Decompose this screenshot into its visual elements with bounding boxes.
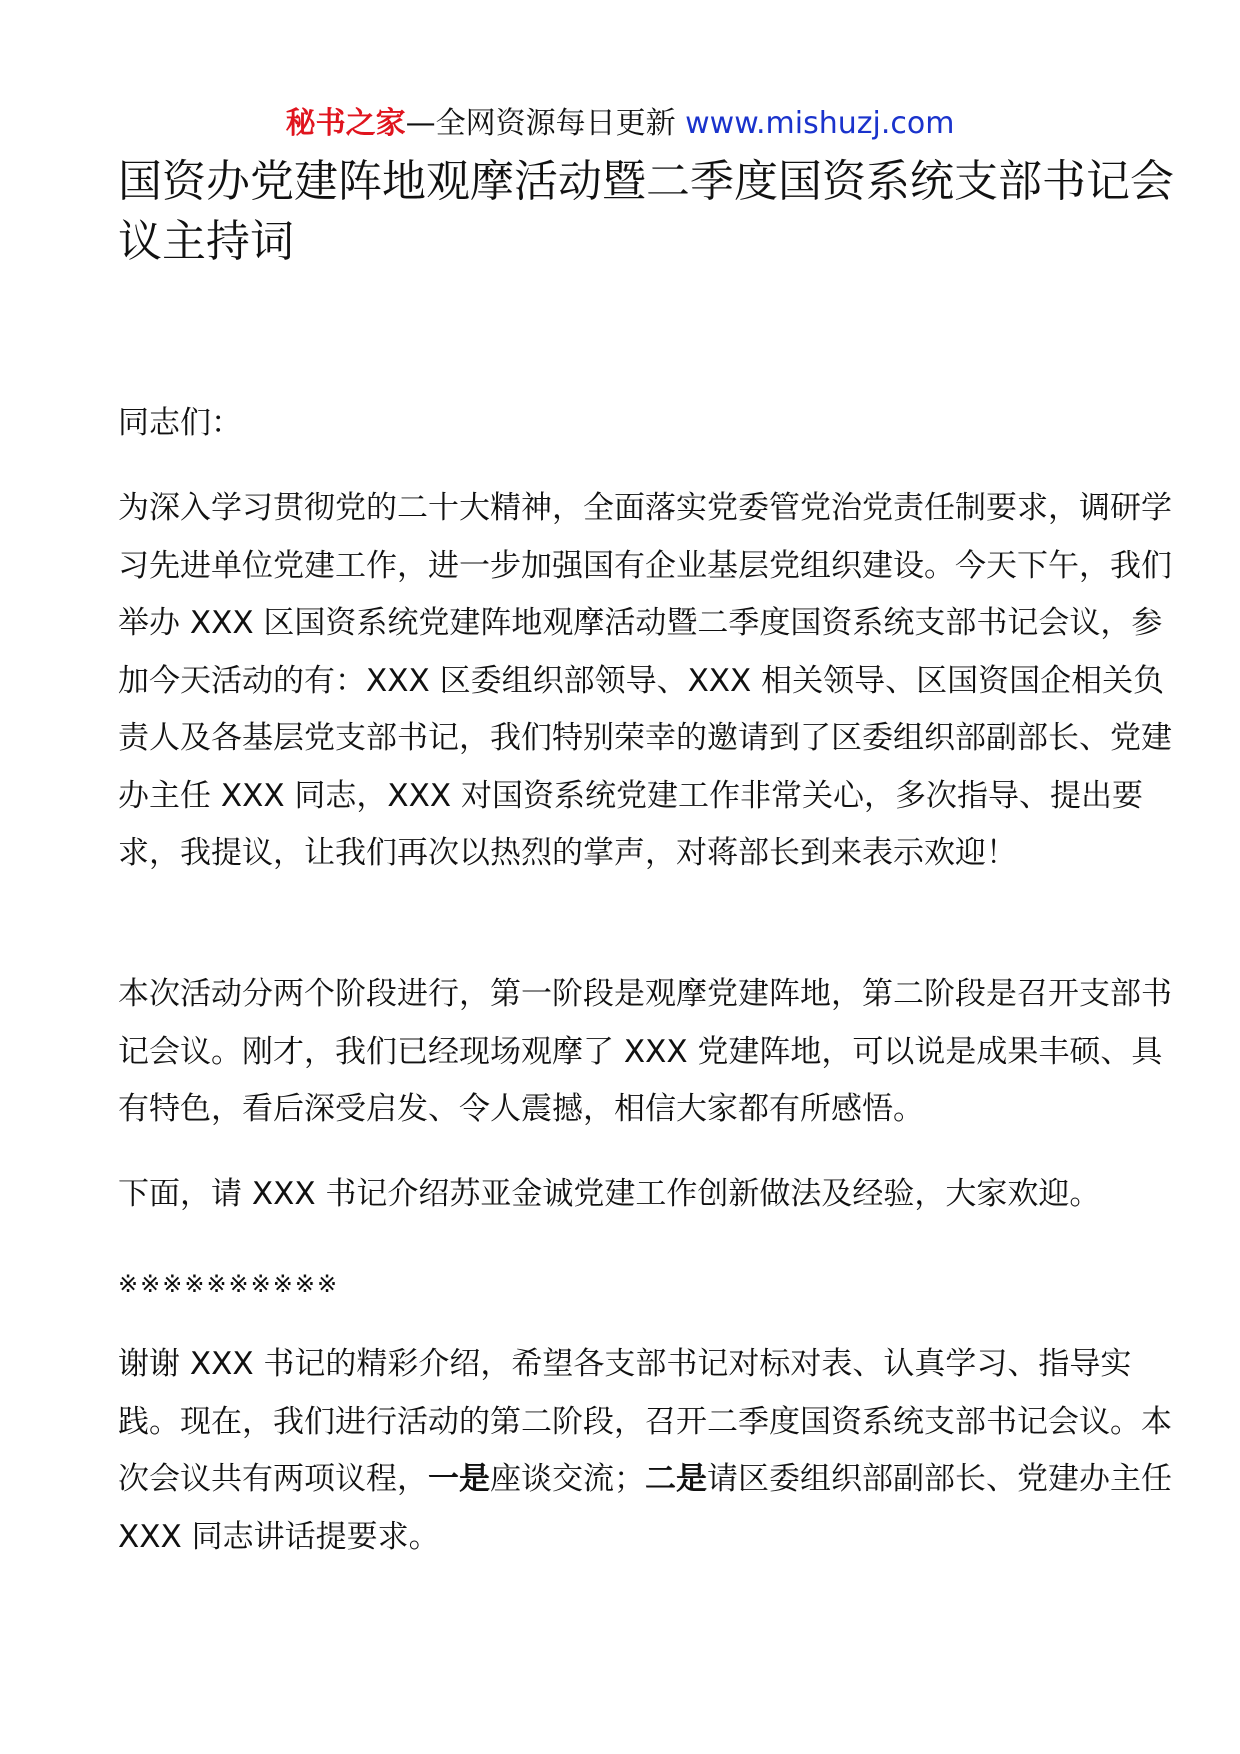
agenda-text-part1: 谢谢 XXX 书记的精彩介绍，希望各支部书记对标对表、认真学习、指导实践。现在，我们进行活动的第二阶段，召开二季度国资系统支部书记会议。本次会议共有两项议程， <box>118 1346 1172 1497</box>
site-url-link[interactable]: www.mishuzj.com <box>685 106 955 141</box>
salutation: 同志们： <box>118 405 242 441</box>
section-separator: ※※※※※※※※※※ <box>118 1270 340 1298</box>
site-header <box>0 104 1240 144</box>
agenda-text-part2: 座谈交流； <box>490 1461 645 1497</box>
agenda-text-part3: 请区委组织部副部长、党建办主任 XXX 同志讲话提要求。 <box>118 1461 1172 1555</box>
agenda-item-one-label: 一是 <box>428 1461 490 1497</box>
paragraph-agenda <box>118 1336 1180 1566</box>
paragraph-intro: 为深入学习贯彻党的二十大精神，全面落实党委管党治党责任制要求，调研学习先进单位党建工作，进一步加强国有企业基层党组织建设。今天下午，我们举办 XXX 区国资系统党建阵地观摩活动暨二季度国资系统支部书记会议，参加今天活动的有：XXX 区委组织部领导、XXX 相关领导、区国资国企相关负责人及各基层党支部书记，我们特别荣幸的邀请到了区委组织部副部长、党建办主任 XXX 同志，XXX 对国资系统党建工作非常关心，多次指导、提出要求，我提议，让我们再次以热烈的掌声，对蒋部长到来表示欢迎！ <box>118 490 1172 871</box>
document-title: 国资办党建阵地观摩活动暨二季度国资系统支部书记会议主持词 <box>118 156 1174 267</box>
brand-name: 秘书之家 <box>285 106 406 141</box>
paragraph-stages: 本次活动分两个阶段进行，第一阶段是观摩党建阵地，第二阶段是召开支部书记会议。刚才，我们已经现场观摩了 XXX 党建阵地，可以说是成果丰硕、具有特色，看后深受启发、令人震撼，相信大家都有所感悟。 <box>118 976 1172 1127</box>
agenda-item-two-label: 二是 <box>645 1461 707 1497</box>
paragraph-introduction-speaker: 下面，请 XXX 书记介绍苏亚金诚党建工作创新做法及经验，大家欢迎。 <box>118 1176 1101 1212</box>
header-tagline: —全网资源每日更新 <box>405 106 676 141</box>
